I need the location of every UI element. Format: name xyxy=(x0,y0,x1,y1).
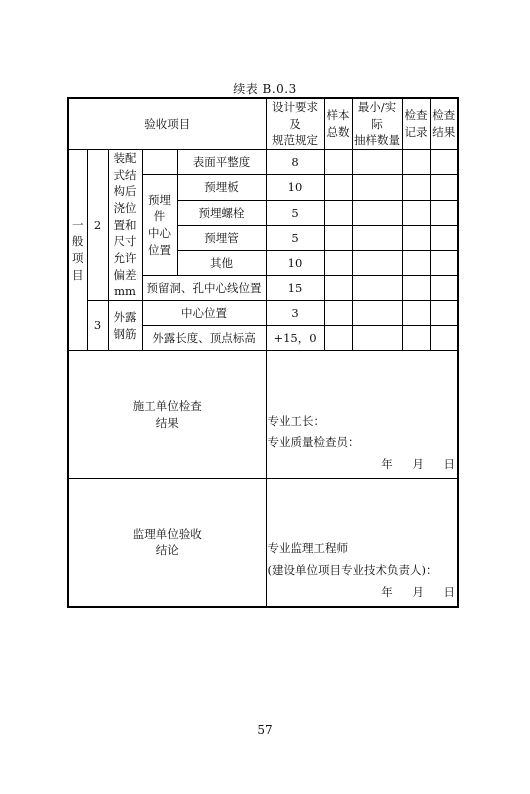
check-record-cell[interactable] xyxy=(402,201,430,226)
item-name: 预埋管 xyxy=(177,226,266,251)
owner-technical-lead-label: (建设单位项目专业技术负责人)： xyxy=(267,562,438,577)
sample-total-cell[interactable] xyxy=(324,201,352,226)
header-min-sample-line2: 抽样数量 xyxy=(354,133,400,148)
check-record-cell[interactable] xyxy=(402,276,430,301)
row2-desc-line: mm xyxy=(114,284,136,299)
supervision-label xyxy=(68,479,266,607)
item-name: 其他 xyxy=(177,251,266,276)
min-sample-cell[interactable] xyxy=(352,201,402,226)
check-result-cell[interactable] xyxy=(430,251,458,276)
foreman-label: 专业工长： xyxy=(267,413,325,428)
item-name: 预埋螺栓 xyxy=(177,201,266,226)
day-label: 日 xyxy=(443,457,455,472)
embed-label-line: 件 xyxy=(153,209,166,224)
general-items-char: 项 xyxy=(72,251,84,266)
table-caption: 续表 B.0.3 xyxy=(233,82,297,96)
header-design-req-line2: 规范规定 xyxy=(272,133,318,148)
min-sample-cell[interactable] xyxy=(352,150,402,175)
check-result-cell[interactable] xyxy=(430,226,458,251)
sample-total-cell[interactable] xyxy=(324,301,352,326)
header-design-req xyxy=(266,98,324,150)
check-record-cell[interactable] xyxy=(402,326,430,351)
row-number-3: 3 xyxy=(87,301,108,351)
min-sample-cell[interactable] xyxy=(352,326,402,351)
design-value: 10 xyxy=(266,175,324,201)
general-items-char: 目 xyxy=(72,267,84,282)
item-name: 外露长度、顶点标高 xyxy=(142,326,266,351)
quality-inspector-label: 专业质量检查员： xyxy=(267,435,360,450)
construction-sign-row xyxy=(68,351,458,479)
check-record-cell[interactable] xyxy=(402,150,430,175)
page-number: 57 xyxy=(257,723,273,737)
supervision-label-line2: 结论 xyxy=(155,543,179,558)
row2-desc-line: 式结 xyxy=(113,167,137,182)
check-record-cell[interactable] xyxy=(402,175,430,201)
item-name: 中心位置 xyxy=(142,301,266,326)
header-check-record xyxy=(402,98,430,150)
check-record-cell[interactable] xyxy=(402,301,430,326)
header-design-req-line1: 设计要求及 xyxy=(272,100,318,131)
embed-center-label xyxy=(142,175,177,276)
min-sample-cell[interactable] xyxy=(352,276,402,301)
year-label: 年 xyxy=(381,584,393,599)
check-result-cell[interactable] xyxy=(430,276,458,301)
acceptance-table xyxy=(67,97,459,608)
sample-total-cell[interactable] xyxy=(324,175,352,201)
construction-date xyxy=(268,454,458,476)
supervision-label-line1: 监理单位验收 xyxy=(132,526,202,541)
supervision-sign-row xyxy=(68,479,458,607)
item-name: 表面平整度 xyxy=(177,150,266,175)
empty-cell xyxy=(142,150,177,175)
header-check-record-line1: 检查 xyxy=(404,108,428,123)
embed-label-line: 位置 xyxy=(148,242,171,257)
supervising-engineer-label: 专业监理工程师 xyxy=(267,541,348,556)
header-row xyxy=(68,98,458,150)
general-items-label xyxy=(68,150,87,351)
header-check-record-line2: 记录 xyxy=(404,125,428,139)
month-label: 月 xyxy=(412,457,424,472)
row2-desc-line: 偏差 xyxy=(113,267,137,282)
day-label: 日 xyxy=(443,584,455,599)
min-sample-cell[interactable] xyxy=(352,175,402,201)
table-row xyxy=(68,150,458,175)
row2-desc-line: 装配 xyxy=(113,151,137,166)
sample-total-cell[interactable] xyxy=(324,276,352,301)
general-items-char: 一 xyxy=(72,217,84,232)
row2-description xyxy=(108,150,142,301)
header-item: 验收项目 xyxy=(68,98,266,150)
construction-label-line1: 施工单位检查 xyxy=(132,398,202,413)
design-value: 3 xyxy=(266,301,324,326)
design-value: +15，0 xyxy=(266,326,324,351)
check-result-cell[interactable] xyxy=(430,201,458,226)
sample-total-cell[interactable] xyxy=(324,251,352,276)
min-sample-cell[interactable] xyxy=(352,301,402,326)
item-name: 预埋板 xyxy=(177,175,266,201)
construction-label-line2: 结果 xyxy=(155,415,179,430)
row2-desc-line: 置和 xyxy=(113,217,137,232)
row-number-2: 2 xyxy=(87,150,108,301)
design-value: 8 xyxy=(266,150,324,175)
general-items-char: 般 xyxy=(72,234,84,249)
embed-label-line: 中心 xyxy=(148,226,171,241)
check-record-cell[interactable] xyxy=(402,251,430,276)
check-result-cell[interactable] xyxy=(430,326,458,351)
design-value: 10 xyxy=(266,251,324,276)
header-sample-total-line1: 样本 xyxy=(326,108,350,123)
construction-label xyxy=(68,351,266,479)
row2-desc-line: 尺寸 xyxy=(113,234,137,249)
table-row xyxy=(68,301,458,326)
min-sample-cell[interactable] xyxy=(352,226,402,251)
supervision-signature-area[interactable] xyxy=(266,479,458,607)
embed-label-line: 预埋 xyxy=(148,192,171,207)
row2-desc-line: 允许 xyxy=(113,251,137,266)
sample-total-cell[interactable] xyxy=(324,150,352,175)
min-sample-cell[interactable] xyxy=(352,251,402,276)
row2-desc-line: 浇位 xyxy=(113,201,137,216)
construction-signature-area[interactable] xyxy=(266,351,458,479)
header-min-sample xyxy=(352,98,402,150)
check-result-cell[interactable] xyxy=(430,175,458,201)
row3-description xyxy=(108,301,142,351)
supervision-date xyxy=(268,582,458,604)
check-result-cell[interactable] xyxy=(430,301,458,326)
design-value: 5 xyxy=(266,226,324,251)
item-name: 预留洞、孔中心线位置 xyxy=(142,276,266,301)
year-label: 年 xyxy=(381,457,393,472)
check-result-cell[interactable] xyxy=(430,150,458,175)
design-value: 5 xyxy=(266,201,324,226)
sample-total-cell[interactable] xyxy=(324,326,352,351)
check-record-cell[interactable] xyxy=(402,226,430,251)
header-check-result-line2: 结果 xyxy=(432,125,456,139)
row2-desc-line: 构后 xyxy=(113,184,137,199)
row3-desc-line: 钢筋 xyxy=(113,326,137,341)
header-sample-total-line2: 总数 xyxy=(326,125,350,139)
header-check-result-line1: 检查 xyxy=(432,108,456,123)
sample-total-cell[interactable] xyxy=(324,226,352,251)
row3-desc-line: 外露 xyxy=(113,309,137,324)
header-min-sample-line1: 最小/实际 xyxy=(357,100,397,131)
header-check-result xyxy=(430,98,458,150)
month-label: 月 xyxy=(412,584,424,599)
header-sample-total xyxy=(324,98,352,150)
design-value: 15 xyxy=(266,276,324,301)
